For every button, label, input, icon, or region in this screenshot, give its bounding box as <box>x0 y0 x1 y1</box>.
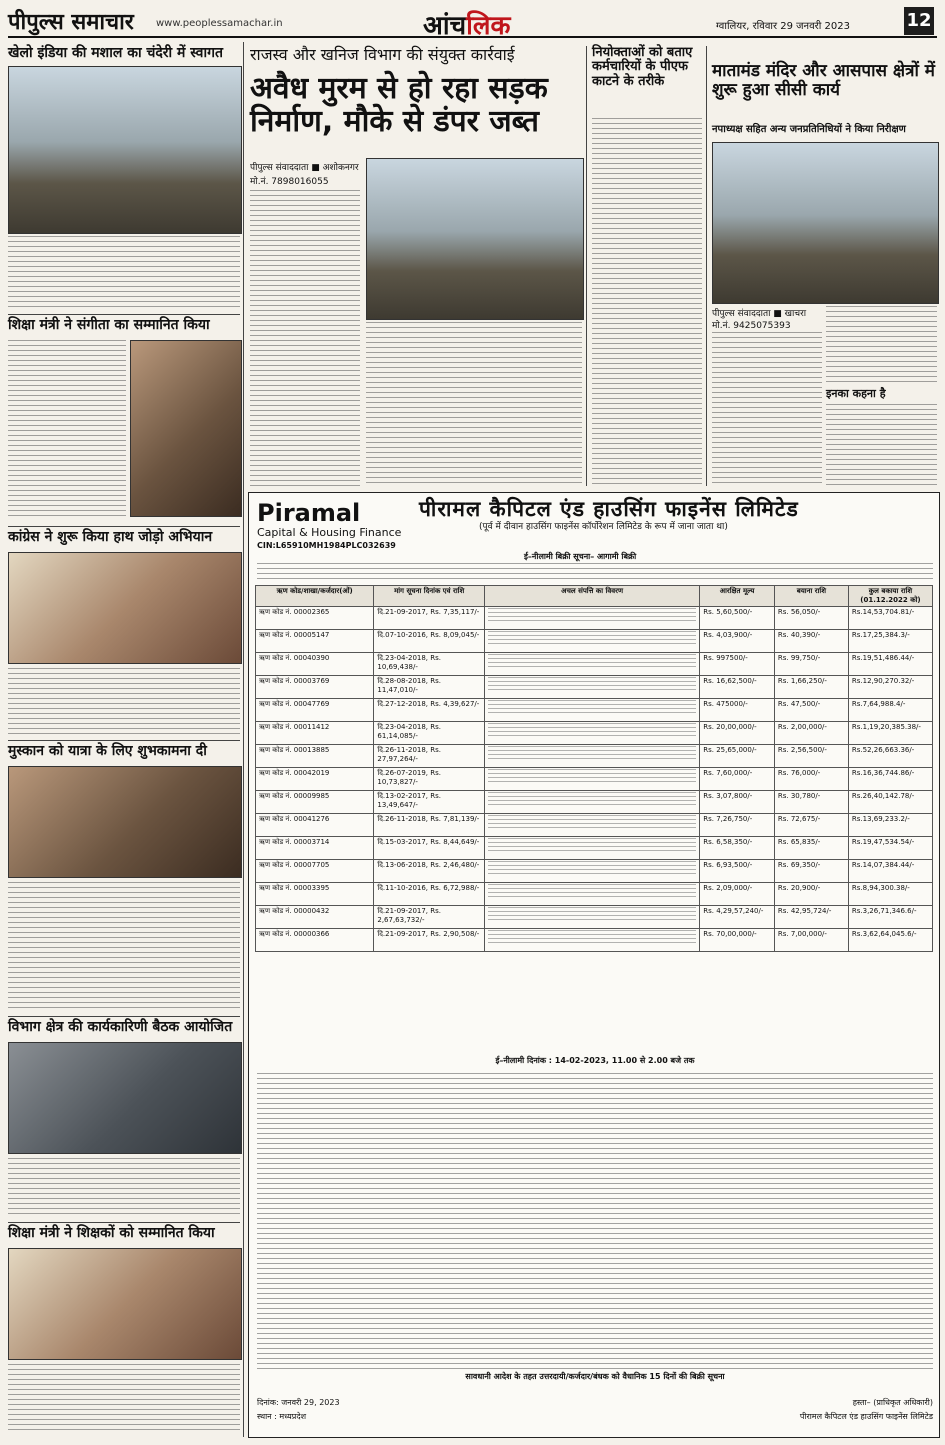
story-vibhag-body <box>8 1158 240 1218</box>
cell-due: Rs.14,07,384.44/- <box>848 860 932 883</box>
story-khelo-body <box>8 236 240 308</box>
cell-emd: Rs. 47,500/- <box>774 699 848 722</box>
auction-table-row <box>256 929 933 952</box>
cell-demand: दि.27-12-2018, Rs. 4,39,627/- <box>374 699 485 722</box>
cell-loan: ऋण कोड नं. 00003714 <box>256 837 374 860</box>
story-shiksha1-body <box>8 340 126 520</box>
story-niyokta-headline: नियोक्ताओं को बताए कर्मचारियों के पीएफ काटने के तरीके <box>592 45 693 89</box>
ad-subtitle: (पूर्व में दीवान हाउसिंग फाइनेंस कॉर्पोरेशन लिमिटेड के रूप में जाना जाता था) <box>479 522 728 532</box>
cell-emd: Rs. 65,835/- <box>774 837 848 860</box>
auction-table-row <box>256 722 933 745</box>
story-matamand-body-continued <box>826 306 937 384</box>
cell-demand: दि.21-09-2017, Rs. 7,35,117/- <box>374 607 485 630</box>
cell-property <box>484 653 699 676</box>
cell-emd: Rs. 1,66,250/- <box>774 676 848 699</box>
cell-property <box>484 745 699 768</box>
cell-property <box>484 906 699 929</box>
auction-table-header <box>256 586 933 607</box>
cell-property <box>484 607 699 630</box>
col-header-demand: मांग सूचना दिनांक एवं राशि <box>374 586 485 607</box>
cell-demand: दि.28-08-2018, Rs. 11,47,010/- <box>374 676 485 699</box>
cell-demand: दि.21-09-2017, Rs. 2,67,63,732/- <box>374 906 485 929</box>
col-header-property: अचल संपत्ति का विवरण <box>484 586 699 607</box>
cell-loan: ऋण कोड नं. 00005147 <box>256 630 374 653</box>
auction-table-row <box>256 791 933 814</box>
column-divider <box>243 42 244 1437</box>
story-shiksha1-photo <box>130 340 242 517</box>
cell-property <box>484 722 699 745</box>
auction-footer-note: सावधानी आदेश के तहत उत्तरदायी/कर्जदार/बंधक को वैधानिक 15 दिनों की बिक्री सूचना <box>465 1372 725 1381</box>
auction-table-row <box>256 653 933 676</box>
section-title <box>423 6 510 42</box>
property-description-text <box>488 631 696 645</box>
story-matamand-body <box>712 332 822 486</box>
cell-emd: Rs. 69,350/- <box>774 860 848 883</box>
cell-demand: दि.23-04-2018, Rs. 61,14,085/- <box>374 722 485 745</box>
story-murum-credit: पीपुल्स संवाददाता ■ अशोकनगर <box>250 163 359 173</box>
cell-loan: ऋण कोड नं. 00003769 <box>256 676 374 699</box>
cell-reserve: Rs. 2,09,000/- <box>700 883 775 906</box>
cell-reserve: Rs. 25,65,000/- <box>700 745 775 768</box>
story-shiksha2-photo <box>8 1248 242 1360</box>
story-congress-photo <box>8 552 242 664</box>
auction-table-body <box>256 607 933 952</box>
cell-property <box>484 883 699 906</box>
property-description-text <box>488 769 696 783</box>
col-header-due: कुल बकाया राशि (01.12.2022 को) <box>848 586 932 607</box>
cell-due: Rs.7,64,988.4/- <box>848 699 932 722</box>
story-divider <box>8 740 240 741</box>
cell-property <box>484 630 699 653</box>
auction-table-row <box>256 676 933 699</box>
story-matamand-credit: पीपुल्स संवाददाता ■ खाचरा <box>712 309 807 319</box>
cell-reserve: Rs. 3,07,800/- <box>700 791 775 814</box>
auction-table-row <box>256 768 933 791</box>
cell-demand: दि.26-07-2019, Rs. 10,73,827/- <box>374 768 485 791</box>
cell-demand: दि.26-11-2018, Rs. 7,81,139/- <box>374 814 485 837</box>
cell-emd: Rs. 2,00,000/- <box>774 722 848 745</box>
cell-loan: ऋण कोड नं. 00013885 <box>256 745 374 768</box>
story-congress-body <box>8 668 240 734</box>
story-matamand-headline: मातामंड मंदिर और आसपास क्षेत्रों में शुरू हुआ सीसी कार्य <box>712 61 935 100</box>
cell-due: Rs.3,62,64,045.6/- <box>848 929 932 952</box>
story-matamand-quote <box>826 404 937 486</box>
ad-cin: CIN:L65910MH1984PLC032639 <box>257 541 396 550</box>
story-muskan-photo <box>8 766 242 878</box>
story-murum-body-continued <box>366 322 582 486</box>
column-divider <box>706 46 707 486</box>
auction-table-row <box>256 814 933 837</box>
piramal-logo-subtitle: Capital & Housing Finance <box>257 526 402 539</box>
property-description-text <box>488 861 696 875</box>
cell-reserve: Rs. 6,93,500/- <box>700 860 775 883</box>
brand-name: पीपुल्स समाचार <box>8 10 134 35</box>
cell-emd: Rs. 56,050/- <box>774 607 848 630</box>
cell-reserve: Rs. 70,00,000/- <box>700 929 775 952</box>
story-vibhag-photo <box>8 1042 242 1154</box>
cell-due: Rs.52,26,663.36/- <box>848 745 932 768</box>
story-murum-photo <box>366 158 584 320</box>
cell-property <box>484 929 699 952</box>
cell-emd: Rs. 42,95,724/- <box>774 906 848 929</box>
auction-table-row <box>256 906 933 929</box>
property-description-text <box>488 723 696 737</box>
cell-reserve: Rs. 475000/- <box>700 699 775 722</box>
cell-demand: दि.07-10-2016, Rs. 8,09,045/- <box>374 630 485 653</box>
cell-property <box>484 860 699 883</box>
cell-loan: ऋण कोड नं. 00042019 <box>256 768 374 791</box>
cell-reserve: Rs. 7,60,000/- <box>700 768 775 791</box>
ad-place: स्थान : मध्यप्रदेश <box>257 1412 307 1421</box>
piramal-auction-notice <box>248 492 940 1438</box>
cell-due: Rs.26,40,142.78/- <box>848 791 932 814</box>
auction-terms-text <box>257 1073 933 1369</box>
cell-due: Rs.3,26,71,346.6/- <box>848 906 932 929</box>
cell-loan: ऋण कोड नं. 00040390 <box>256 653 374 676</box>
story-congress-headline: कांग्रेस ने शुरू किया हाथ जोड़ो अभियान <box>8 529 213 545</box>
cell-reserve: Rs. 7,26,750/- <box>700 814 775 837</box>
auction-date: ई–नीलामी दिनांक : 14-02-2023, 11.00 से 2.00 बजे तक <box>495 1056 695 1065</box>
ad-title: पीरामल कैपिटल एंड हाउसिंग फाइनेंस लिमिटेड <box>419 497 799 521</box>
dateline: ग्वालियर, रविवार 29 जनवरी 2023 <box>716 21 850 32</box>
cell-demand: दि.13-06-2018, Rs. 2,46,480/- <box>374 860 485 883</box>
cell-property <box>484 676 699 699</box>
cell-demand: दि.23-04-2018, Rs. 10,69,438/- <box>374 653 485 676</box>
property-description-text <box>488 838 696 852</box>
cell-emd: Rs. 99,750/- <box>774 653 848 676</box>
cell-reserve: Rs. 5,60,500/- <box>700 607 775 630</box>
story-matamand-quote-heading: इनका कहना है <box>826 387 886 400</box>
cell-loan: ऋण कोड नं. 00000366 <box>256 929 374 952</box>
property-description-text <box>488 907 696 921</box>
story-murum-mobile: मो.नं. 7898016055 <box>250 177 329 187</box>
story-divider <box>8 1016 240 1017</box>
story-niyokta-body <box>592 118 702 486</box>
cell-demand: दि.11-10-2016, Rs. 6,72,988/- <box>374 883 485 906</box>
website: www.peoplessamachar.in <box>156 18 283 29</box>
col-header-emd: बयाना राशि <box>774 586 848 607</box>
auction-table-row <box>256 883 933 906</box>
cell-due: Rs.8,94,300.38/- <box>848 883 932 906</box>
cell-emd: Rs. 7,00,000/- <box>774 929 848 952</box>
col-header-loan: ऋण कोड/शाखा/कर्जदार(ओं) <box>256 586 374 607</box>
auction-table <box>255 585 933 952</box>
cell-reserve: Rs. 16,62,500/- <box>700 676 775 699</box>
property-description-text <box>488 930 696 944</box>
property-description-text <box>488 746 696 760</box>
property-description-text <box>488 608 696 622</box>
cell-reserve: Rs. 4,29,57,240/- <box>700 906 775 929</box>
cell-loan: ऋण कोड नं. 00011412 <box>256 722 374 745</box>
property-description-text <box>488 815 696 829</box>
ad-notice-heading: ई–नीलामी बिक्री सूचना– आगामी बिक्री <box>524 552 637 561</box>
cell-demand: दि.26-11-2018, Rs. 27,97,264/- <box>374 745 485 768</box>
cell-emd: Rs. 2,56,500/- <box>774 745 848 768</box>
cell-due: Rs.1,19,20,385.38/- <box>848 722 932 745</box>
masthead <box>8 6 937 41</box>
cell-reserve: Rs. 997500/- <box>700 653 775 676</box>
property-description-text <box>488 677 696 691</box>
cell-emd: Rs. 72,675/- <box>774 814 848 837</box>
property-description-text <box>488 654 696 668</box>
ad-signature: हस्ता– (प्राधिकृत अधिकारी) <box>852 1398 933 1407</box>
cell-loan: ऋण कोड नं. 00009985 <box>256 791 374 814</box>
story-shiksha2-headline: शिक्षा मंत्री ने शिक्षकों को सम्मानित किया <box>8 1225 215 1241</box>
property-description-text <box>488 884 696 898</box>
ad-signature-org: पीरामल कैपिटल एंड हाउसिंग फाइनेंस लिमिटेड <box>799 1412 933 1421</box>
cell-property <box>484 791 699 814</box>
column-divider <box>586 46 587 486</box>
cell-loan: ऋण कोड नं. 00003395 <box>256 883 374 906</box>
story-divider <box>8 1222 240 1223</box>
cell-due: Rs.19,51,486.44/- <box>848 653 932 676</box>
auction-table-row <box>256 860 933 883</box>
auction-table-row <box>256 745 933 768</box>
story-shiksha2-body <box>8 1364 240 1434</box>
cell-reserve: Rs. 20,00,000/- <box>700 722 775 745</box>
cell-due: Rs.17,25,384.3/- <box>848 630 932 653</box>
auction-table-row <box>256 837 933 860</box>
story-shiksha1-headline: शिक्षा मंत्री ने संगीता का सम्मानित किया <box>8 317 210 333</box>
col-header-reserve: आरक्षित मूल्य <box>700 586 775 607</box>
cell-emd: Rs. 30,780/- <box>774 791 848 814</box>
story-divider <box>8 314 240 315</box>
story-matamand-photo <box>712 142 939 304</box>
section-title-accent: लिक <box>466 11 511 41</box>
section-title-main: आंच <box>423 11 467 41</box>
cell-loan: ऋण कोड नं. 00002365 <box>256 607 374 630</box>
cell-demand: दि.21-09-2017, Rs. 2,90,508/- <box>374 929 485 952</box>
cell-emd: Rs. 76,000/- <box>774 768 848 791</box>
ad-intro-text <box>257 563 933 581</box>
cell-reserve: Rs. 6,58,350/- <box>700 837 775 860</box>
cell-demand: दि.13-02-2017, Rs. 13,49,647/- <box>374 791 485 814</box>
cell-due: Rs.19,47,534.54/- <box>848 837 932 860</box>
cell-emd: Rs. 20,900/- <box>774 883 848 906</box>
story-khelo-headline: खेलो इंडिया की मशाल का चंदेरी में स्वागत <box>8 45 223 61</box>
cell-due: Rs.13,69,233.2/- <box>848 814 932 837</box>
cell-due: Rs.14,53,704.81/- <box>848 607 932 630</box>
story-matamand-mobile: मो.नं. 9425075393 <box>712 321 791 331</box>
auction-table-row <box>256 630 933 653</box>
cell-demand: दि.15-03-2017, Rs. 8,44,649/- <box>374 837 485 860</box>
cell-loan: ऋण कोड नं. 00041276 <box>256 814 374 837</box>
cell-property <box>484 699 699 722</box>
ad-place-date: दिनांक: जनवरी 29, 2023 <box>257 1398 340 1407</box>
story-khelo-photo <box>8 66 242 234</box>
story-muskan-body <box>8 882 240 1012</box>
story-matamand-deck: नपाध्यक्ष सहित अन्य जनप्रतिनिधियों ने किया निरीक्षण <box>712 124 906 135</box>
story-vibhag-headline: विभाग क्षेत्र की कार्यकारिणी बैठक आयोजित <box>8 1019 233 1035</box>
cell-emd: Rs. 40,390/- <box>774 630 848 653</box>
page-number: 12 <box>904 7 934 35</box>
auction-table-row <box>256 607 933 630</box>
story-murum-body <box>250 190 360 486</box>
story-murum-headline: अवैध मुरम से हो रहा सड़क निर्माण, मौके से डंपर जब्त <box>250 71 548 139</box>
cell-due: Rs.12,90,270.32/- <box>848 676 932 699</box>
cell-loan: ऋण कोड नं. 00000432 <box>256 906 374 929</box>
auction-table-row <box>256 699 933 722</box>
cell-reserve: Rs. 4,03,900/- <box>700 630 775 653</box>
story-murum-kicker: राजस्व और खनिज विभाग की संयुक्त कार्रवाई <box>250 45 515 64</box>
piramal-logo: Piramal <box>257 499 361 527</box>
story-muskan-headline: मुस्कान को यात्रा के लिए शुभकामना दी <box>8 743 207 759</box>
cell-property <box>484 837 699 860</box>
cell-property <box>484 768 699 791</box>
cell-due: Rs.16,36,744.86/- <box>848 768 932 791</box>
story-divider <box>8 526 240 527</box>
cell-loan: ऋण कोड नं. 00007705 <box>256 860 374 883</box>
property-description-text <box>488 700 696 714</box>
cell-property <box>484 814 699 837</box>
cell-loan: ऋण कोड नं. 00047769 <box>256 699 374 722</box>
property-description-text <box>488 792 696 806</box>
